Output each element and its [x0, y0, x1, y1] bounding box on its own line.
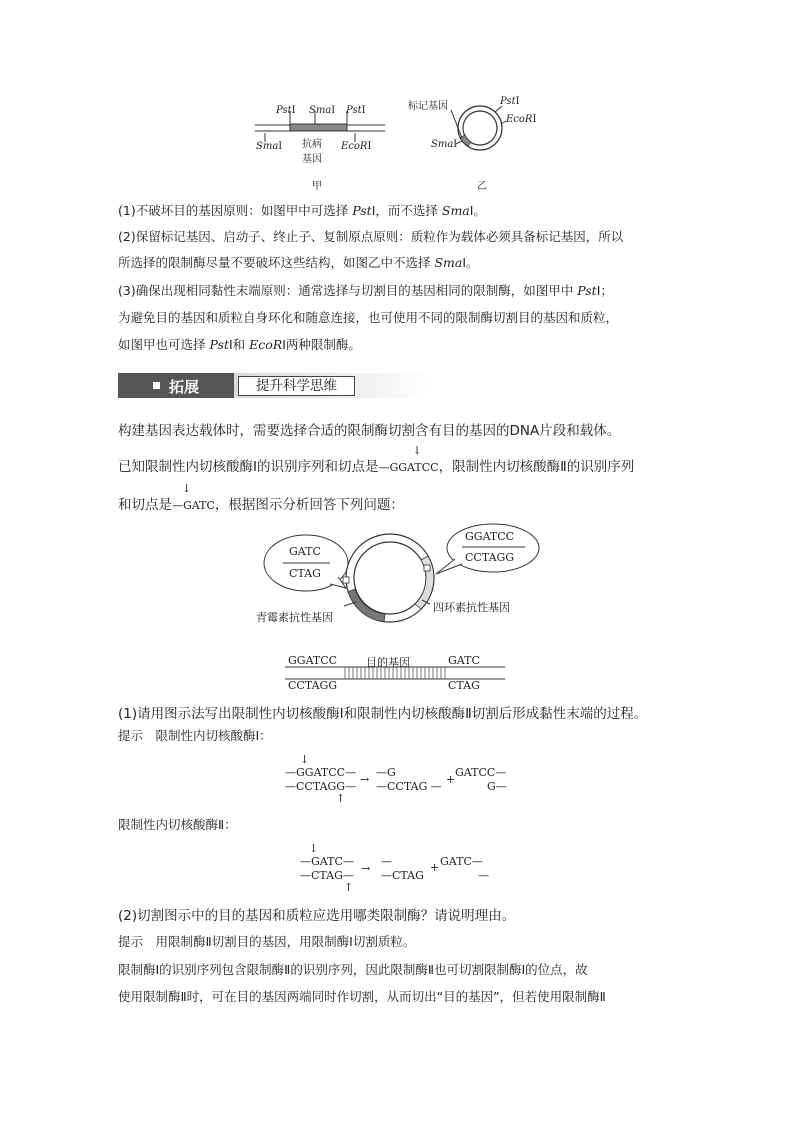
e2-left-top: —GATC—: [300, 855, 354, 868]
seq-enzyme-2: —GATC: [172, 499, 215, 512]
pst-italic: Pst: [209, 337, 229, 352]
jia-sma-bottom: Sma: [256, 141, 279, 152]
yi-marker-label: 标记基因: [408, 101, 448, 112]
question-2: (2)切割图示中的目的基因和质粒应选用哪类限制酶？请说明理由。: [118, 908, 516, 924]
dna-bottom-left: CCTAGG: [288, 679, 338, 692]
enzyme-2-label: 限制性内切核酸酶Ⅱ：: [118, 817, 237, 832]
question-1: (1)请用图示法写出限制性内切核酸酶Ⅰ和限制性内切核酸酶Ⅱ切割后形成黏性末端的过程。: [118, 706, 648, 722]
e2-product-top: GATC—: [440, 855, 483, 868]
extension-banner: [118, 373, 433, 398]
yi-pst: Pst: [500, 96, 516, 107]
text: Ⅰ；: [596, 283, 613, 298]
q2-answer-line-1: 限制酶Ⅰ的识别序列包含限制酶Ⅱ的识别序列，因此限制酶Ⅱ也可切割限制酶Ⅰ的位点，故: [118, 962, 588, 977]
banner-subtitle: 提升科学思维: [238, 376, 355, 396]
roman: Ⅰ: [278, 141, 283, 152]
dna-target-gene: 目的基因: [366, 656, 410, 669]
dna-bottom-right: CTAG: [448, 679, 480, 692]
roman: Ⅰ: [291, 105, 296, 116]
principle-3-line-2: 为避免目的基因和质粒自身环化和随意连接，也可使用不同的限制酶切割目的基因和质粒，: [118, 310, 619, 325]
cut-arrow-down-icon: ↓: [309, 842, 319, 855]
e1-product-top: GATCC—: [455, 766, 507, 779]
cut-arrow-up-icon: ↑: [344, 881, 354, 894]
e2-product-bottom: —: [478, 869, 489, 882]
cut-arrow-down-icon: ↓: [182, 482, 192, 495]
bubble-right-bottom: CCTAGG: [465, 551, 515, 564]
jia-caption: 甲: [312, 181, 322, 192]
yi-caption: 乙: [477, 181, 487, 192]
text: (3)确保出现相同黏性末端原则：通常选择与切割目的基因相同的限制酶，如图甲中: [118, 283, 578, 298]
tetracycline-resistance-label: 四环素抗性基因: [433, 601, 510, 614]
text: Ⅰ两种限制酶。: [282, 337, 361, 352]
jia-pst2: Pst: [346, 105, 362, 116]
cut-arrow-up-icon: ↑: [336, 792, 346, 805]
plus-icon: +: [446, 773, 456, 786]
roman: Ⅰ: [331, 105, 336, 116]
principle-2-line-2: [118, 256, 678, 269]
roman: Ⅰ: [453, 139, 458, 150]
yi-ecor: EcoR: [506, 114, 533, 125]
figure-yi-drawing: [440, 90, 550, 170]
ecor-italic: EcoR: [249, 337, 283, 352]
jia-ecor: EcoR: [341, 141, 368, 152]
e1-product-bottom: G—: [487, 780, 507, 793]
square-bullet-icon: [153, 382, 160, 389]
figure-yi: [440, 90, 550, 170]
jia-sma: Sma: [309, 105, 332, 116]
text: ，根据图示分析回答下列问题：: [214, 497, 404, 513]
text: 所选择的限制酶尽量不要破坏这些结构，如图乙中不选择: [118, 255, 435, 270]
reaction-arrow-icon: →: [361, 862, 371, 875]
pst-italic: Pst: [577, 283, 597, 298]
penicillin-resistance-label: 青霉素抗性基因: [256, 611, 333, 624]
dna-top-left: GGATCC: [288, 654, 338, 667]
principle-1: [118, 204, 678, 217]
roman: Ⅰ: [515, 96, 520, 107]
roman: Ⅰ: [361, 105, 366, 116]
intro-line-3: [118, 482, 678, 513]
intro-line-2: [118, 444, 678, 475]
bubble-left-bottom: CTAG: [289, 567, 321, 580]
intro-line-1: 构建基因表达载体时，需要选择合适的限制酶切割含有目的基因的DNA片段和载体。: [118, 423, 621, 439]
text: ，限制性内切核酸酶Ⅱ的识别序列: [438, 459, 635, 475]
e1-right-top: —G: [376, 766, 396, 779]
sma-italic: Sma: [441, 203, 470, 218]
q2-hint: 提示 用限制酶Ⅱ切割目的基因，用限制酶Ⅰ切割质粒。: [118, 934, 416, 949]
text: Ⅰ和: [229, 337, 250, 352]
text: 和切点是: [118, 497, 172, 513]
text: Ⅰ。: [469, 203, 486, 218]
banner-title: 拓展: [169, 378, 200, 396]
jia-gene-label-1: 抗病: [302, 139, 322, 150]
principle-2-line-1: (2)保留标记基因、启动子、终止子、复制原点原则：质粒作为载体必须具备标记基因，所以: [118, 229, 624, 244]
text: Ⅰ。: [462, 255, 479, 270]
pst-italic: Pst: [352, 203, 372, 218]
seq-enzyme-1: —GGATCC: [378, 461, 439, 474]
e1-left-bottom: —CCTAGG—: [285, 780, 357, 793]
q1-hint: 提示 限制性内切核酸酶Ⅰ：: [118, 728, 272, 743]
jia-gene-label-2: 基因: [302, 154, 322, 165]
bubble-left-top: GATC: [289, 545, 321, 558]
e2-right-top: —: [381, 855, 392, 868]
cut-arrow-down-icon: ↓: [412, 444, 422, 457]
roman: Ⅰ: [367, 141, 372, 152]
dna-top-right: GATC: [448, 654, 480, 667]
q2-answer-line-2: 使用限制酶Ⅱ时，可在目的基因两端同时作切割，从而切出“目的基因”，但若使用限制酶Ⅱ: [118, 989, 606, 1004]
yi-sma: Sma: [431, 139, 454, 150]
text: 如图甲也可选择: [118, 337, 210, 352]
bubble-right-top: GGATCC: [465, 530, 515, 543]
text: Ⅰ，而不选择: [371, 203, 442, 218]
e2-left-bottom: —CTAG—: [300, 869, 354, 882]
e1-left-top: —GGATCC—: [285, 766, 357, 779]
e2-right-bottom: —CTAG: [381, 869, 424, 882]
principle-3-line-3: [118, 338, 678, 351]
text: (1)不破坏目的基因原则：如图甲中可选择: [118, 203, 353, 218]
text: 已知限制性内切核酸酶Ⅰ的识别序列和切点是: [118, 459, 379, 475]
roman: Ⅰ: [532, 114, 537, 125]
principle-3-line-1: [118, 284, 678, 297]
e1-right-bottom: —CCTAG —: [376, 780, 442, 793]
cut-arrow-down-icon: ↓: [300, 753, 310, 766]
reaction-arrow-icon: →: [360, 773, 370, 786]
plus-icon: +: [430, 861, 440, 874]
sma-italic: Sma: [434, 255, 463, 270]
jia-pst1: Pst: [276, 105, 292, 116]
